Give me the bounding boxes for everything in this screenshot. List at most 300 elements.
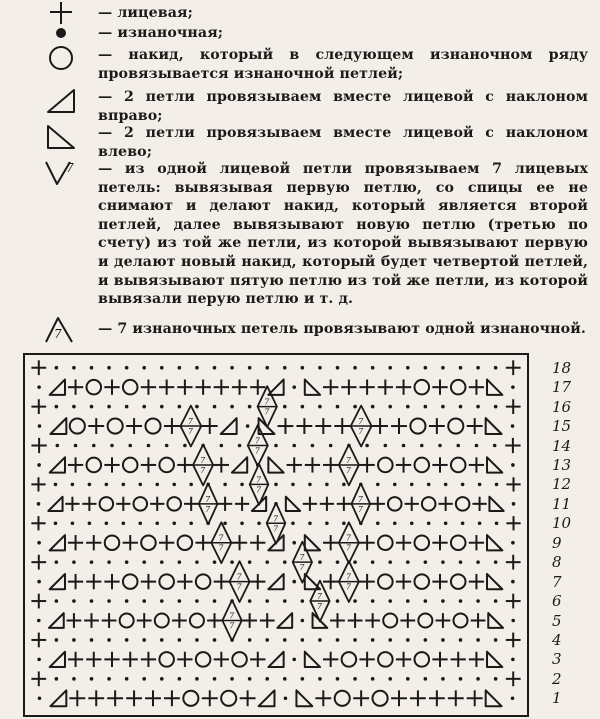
knit-stitch <box>250 652 265 667</box>
knit-stitch <box>164 418 180 434</box>
purl-stitch <box>511 463 515 467</box>
purl-stitch <box>160 677 164 681</box>
purl-stitch <box>371 560 375 564</box>
purl-stitch <box>365 444 369 448</box>
diamond-label-bottom: 7 <box>273 524 279 534</box>
knit-stitch <box>506 399 521 414</box>
knit-stitch <box>337 497 351 511</box>
purl-stitch <box>125 638 129 642</box>
yarn-over <box>451 574 466 589</box>
knit-stitch <box>250 574 265 589</box>
purl-stitch <box>38 696 42 700</box>
purl-stitch <box>301 677 305 681</box>
yarn-over <box>196 652 211 667</box>
knit-stitch <box>469 574 484 589</box>
k2tog-left-lean <box>487 457 502 472</box>
purl-stitch <box>444 483 448 487</box>
knit-stitch <box>126 690 142 706</box>
yarn-over <box>123 458 138 473</box>
purl-stitch <box>459 638 463 642</box>
yarn-over <box>342 652 357 667</box>
purl-stitch <box>388 405 392 409</box>
chart-row-6 <box>31 581 520 622</box>
purl-stitch <box>353 366 357 370</box>
knit-stitch <box>86 535 101 550</box>
increase-seven-diamond <box>339 445 359 486</box>
knit-stitch <box>31 594 46 609</box>
knit-stitch <box>396 652 411 667</box>
diamond-label-top: 7 <box>357 494 363 504</box>
purl-stitch <box>213 638 217 642</box>
knit-stitch <box>439 497 453 511</box>
knit-stitch <box>68 574 83 589</box>
knit-stitch <box>88 690 104 706</box>
purl-stitch <box>441 638 445 642</box>
purl-stitch <box>329 444 333 448</box>
purl-stitch <box>291 521 295 525</box>
purl-stitch <box>441 560 445 564</box>
purl-stitch <box>155 483 159 487</box>
k2tog-left-lean <box>487 380 502 395</box>
purl-stitch <box>410 521 414 525</box>
row-number: 16 <box>552 397 572 416</box>
diamond-label-top: 7 <box>358 417 364 427</box>
knit-stitch <box>31 555 46 570</box>
purl-stitch <box>476 405 480 409</box>
knit-stitch <box>232 380 247 395</box>
knit-stitch <box>378 380 393 395</box>
knit-stitch <box>202 690 218 706</box>
purl-stitch <box>476 560 480 564</box>
knit-stitch <box>214 380 229 395</box>
knit-stitch <box>432 457 447 472</box>
k2tog-left-lean <box>305 652 320 667</box>
purl-stitch <box>213 599 217 603</box>
purl-stitch <box>371 599 375 603</box>
knit-stitch <box>305 457 320 472</box>
purl-stitch <box>230 677 234 681</box>
knit-stitch <box>469 457 484 472</box>
knit-stitch <box>315 418 331 434</box>
knit-stitch <box>141 380 156 395</box>
diamond-label-bottom: 7 <box>345 582 351 592</box>
knit-stitch <box>303 497 317 511</box>
knit-stitch <box>396 457 411 472</box>
purl-stitch <box>138 483 142 487</box>
knit-stitch <box>323 535 338 550</box>
purl-stitch <box>459 677 463 681</box>
purl-stitch <box>325 483 329 487</box>
k2tog-right-lean <box>268 535 283 550</box>
yarn-over <box>415 458 430 473</box>
k2tog-right-lean <box>50 535 65 550</box>
row-number: 12 <box>552 475 572 494</box>
purl-stitch <box>459 599 463 603</box>
increase-seven-diamond <box>351 483 370 524</box>
purl-stitch <box>55 366 59 370</box>
yarn-over <box>190 613 204 627</box>
knit-stitch <box>207 613 222 628</box>
yarn-over <box>415 380 430 395</box>
knit-stitch <box>359 457 374 472</box>
yarn-over <box>232 652 247 667</box>
purl-stitch <box>284 696 288 700</box>
chart-row-10 <box>31 503 520 544</box>
purl-stitch <box>56 444 60 448</box>
yarn-over <box>178 535 193 550</box>
knit-stitch <box>436 613 451 628</box>
knit-stitch <box>116 497 130 511</box>
knit-stitch <box>505 438 520 453</box>
knit-stitch <box>506 594 521 609</box>
k2tog-right-lean <box>252 497 266 511</box>
knit-stitch <box>359 535 374 550</box>
purl-stitch <box>393 521 397 525</box>
knit-stitch <box>31 477 45 491</box>
purl-stitch <box>424 560 428 564</box>
purl-stitch <box>107 599 111 603</box>
purl-stitch <box>420 444 424 448</box>
diamond-label-bottom: 7 <box>358 427 364 437</box>
svg-text:7: 7 <box>54 327 62 341</box>
diamond-label-top: 7 <box>229 611 235 621</box>
purl-stitch <box>142 366 146 370</box>
purl-stitch <box>384 444 388 448</box>
circle-icon <box>44 44 78 74</box>
knit-stitch <box>68 535 83 550</box>
purl-stitch <box>107 677 111 681</box>
purl-stitch <box>476 677 480 681</box>
diamond-label-top: 7 <box>236 572 242 582</box>
purl-stitch <box>37 619 41 623</box>
purl-stitch <box>494 638 498 642</box>
knit-stitch <box>184 497 198 511</box>
chart-row-13 <box>37 445 514 486</box>
purl-stitch <box>301 619 305 623</box>
diamond-label-bottom: 7 <box>254 446 260 456</box>
purl-stitch <box>325 521 329 525</box>
increase-seven-diamond <box>199 483 218 524</box>
knit-stitch <box>214 574 229 589</box>
k2tog-left-lean <box>486 418 502 434</box>
diamond-label-top: 7 <box>345 455 351 465</box>
legend-text-knit: — лицевая; <box>98 5 193 21</box>
purl-stitch <box>291 483 295 487</box>
legend-text-decrease-seven: — 7 изнаночных петель провязывают одной изнаночной. <box>98 321 586 337</box>
knit-stitch <box>31 438 46 453</box>
knit-stitch <box>429 690 445 706</box>
knit-stitch <box>104 574 119 589</box>
purl-stitch <box>274 483 278 487</box>
purl-stitch <box>441 366 445 370</box>
chart-row-16 <box>31 386 520 427</box>
diamond-label-top: 7 <box>345 533 351 543</box>
purl-stitch <box>353 560 357 564</box>
purl-stitch <box>494 366 498 370</box>
purl-stitch <box>74 444 78 448</box>
purl-stitch <box>72 638 76 642</box>
purl-stitch <box>107 366 111 370</box>
yarn-over <box>87 458 102 473</box>
purl-stitch <box>292 658 296 662</box>
purl-stitch <box>283 677 287 681</box>
knit-stitch <box>365 613 380 628</box>
purl-stitch <box>342 521 346 525</box>
chart-row-15 <box>38 406 515 447</box>
legend-text-purl: — изнаночная; <box>98 25 224 41</box>
purl-stitch <box>38 424 42 428</box>
knit-stitch <box>82 497 96 511</box>
k2tog-left-lean <box>487 652 502 667</box>
knit-stitch <box>396 535 411 550</box>
knit-stitch <box>323 574 338 589</box>
purl-stitch <box>301 599 305 603</box>
legend-text-k2tog-left: — 2 петли провязываем вместе лицевой с наклоном влево; <box>98 125 588 160</box>
purl-stitch <box>318 366 322 370</box>
purl-stitch <box>495 521 499 525</box>
purl-stitch <box>308 521 312 525</box>
purl-stitch <box>248 366 252 370</box>
purl-stitch <box>55 677 59 681</box>
k2tog-left-lean <box>487 535 502 550</box>
knit-stitch <box>391 690 407 706</box>
legend-text-increase-seven: — из одной лицевой петли провязываем 7 лицевых петель: вывязывая первую петлю, со спицы ее не снимают и делают накид, который является второй петлей, далее вывязывают новую петлю (третью по счету) из той же петли, из которой вывязывают первую и делают новый накид, который будет четвертой петлей, и вывязывают пятую петлю из той же петли, из которой вывязали перую петлю и т. д. <box>98 161 588 308</box>
knit-stitch <box>341 380 356 395</box>
k2tog-left-lean <box>286 497 300 511</box>
purl-stitch <box>424 638 428 642</box>
purl-stitch <box>72 599 76 603</box>
yarn-over <box>451 535 466 550</box>
knit-stitch <box>195 535 210 550</box>
yarn-over <box>415 535 430 550</box>
knit-stitch <box>31 360 46 375</box>
k2tog-left-lean <box>487 574 502 589</box>
knit-stitch <box>177 380 192 395</box>
diamond-label-bottom: 7 <box>264 407 270 417</box>
k2tog-right-lean <box>259 690 275 706</box>
yarn-over <box>451 380 466 395</box>
knit-stitch <box>348 613 363 628</box>
k2tog-right-lean <box>268 652 283 667</box>
purl-stitch <box>283 638 287 642</box>
purl-stitch <box>206 521 210 525</box>
purl-stitch <box>406 405 410 409</box>
purl-stitch <box>248 599 252 603</box>
purl-stitch <box>265 366 269 370</box>
purl-stitch <box>406 366 410 370</box>
purl-stitch <box>172 483 176 487</box>
purl-stitch <box>301 366 305 370</box>
purl-stitch <box>511 580 515 584</box>
purl-stitch <box>178 560 182 564</box>
increase-seven-diamond <box>351 406 372 447</box>
purl-stitch <box>147 444 151 448</box>
knit-stitch <box>86 574 101 589</box>
purl-stitch <box>371 405 375 409</box>
knit-stitch <box>334 418 350 434</box>
purl-stitch <box>88 521 92 525</box>
yarn-over <box>100 497 114 511</box>
yarn-over <box>70 419 85 434</box>
purl-stitch <box>220 444 224 448</box>
diamond-label-top: 7 <box>254 436 260 446</box>
purl-stitch <box>427 521 431 525</box>
purl-stitch <box>441 599 445 603</box>
row-number: 15 <box>552 417 572 436</box>
yarn-over <box>373 691 388 706</box>
purl-stitch <box>353 677 357 681</box>
chart-row-4 <box>31 633 520 648</box>
v-seven-icon <box>44 158 78 188</box>
purl-stitch <box>110 444 114 448</box>
purl-stitch <box>371 677 375 681</box>
k2tog-right-lean <box>49 613 64 628</box>
purl-stitch <box>283 366 287 370</box>
knit-stitch <box>372 418 388 434</box>
row-number: 17 <box>552 378 572 397</box>
purl-stitch <box>189 483 193 487</box>
legend <box>0 0 600 350</box>
purl-stitch <box>125 677 129 681</box>
k2tog-left-lean <box>305 380 320 395</box>
purl-stitch <box>125 405 129 409</box>
yarn-over <box>167 497 181 511</box>
yarn-over <box>383 613 397 627</box>
yarn-over <box>183 691 198 706</box>
knit-stitch <box>232 535 247 550</box>
diamond-label-top: 7 <box>273 514 279 524</box>
purl-stitch <box>90 677 94 681</box>
yarn-over <box>120 613 134 627</box>
knit-stitch <box>429 418 445 434</box>
knit-stitch <box>65 497 79 511</box>
purl-stitch <box>178 366 182 370</box>
purl-stitch <box>459 405 463 409</box>
purl-stitch <box>105 483 109 487</box>
chart-grid <box>22 352 600 719</box>
row-number: 4 <box>552 630 562 649</box>
diamond-label-bottom: 7 <box>357 504 363 514</box>
knit-stitch <box>506 516 520 530</box>
knit-stitch <box>432 535 447 550</box>
purl-stitch <box>511 541 515 545</box>
purl-stitch <box>283 560 287 564</box>
purl-stitch <box>55 405 59 409</box>
purl-stitch <box>283 599 287 603</box>
purl-stitch <box>142 677 146 681</box>
knit-stitch <box>88 418 104 434</box>
purl-stitch <box>230 405 234 409</box>
purl-stitch <box>125 560 129 564</box>
purl-stitch <box>195 405 199 409</box>
yarn-over <box>410 419 425 434</box>
purl-stitch <box>107 638 111 642</box>
legend-text-yarn-over: — накид, который в следующем изнаночном ряду провязывается изнаночной петлей; <box>98 47 588 82</box>
purl-stitch <box>494 677 498 681</box>
row-number: 1 <box>552 689 562 708</box>
purl-stitch <box>72 405 76 409</box>
knit-stitch <box>469 535 484 550</box>
knit-stitch <box>104 380 119 395</box>
purl-stitch <box>183 444 187 448</box>
purl-stitch <box>274 444 278 448</box>
purl-stitch <box>230 366 234 370</box>
yarn-over <box>378 458 393 473</box>
knit-stitch <box>432 652 447 667</box>
diamond-label-bottom: 7 <box>218 543 224 553</box>
purl-stitch <box>478 521 482 525</box>
row-number: 9 <box>552 533 562 552</box>
knit-stitch <box>141 574 156 589</box>
diamond-label-bottom: 7 <box>345 465 351 475</box>
purl-stitch <box>257 521 261 525</box>
yarn-over <box>415 652 430 667</box>
yarn-over <box>422 497 436 511</box>
purl-stitch <box>37 580 41 584</box>
knit-stitch <box>69 690 85 706</box>
knit-stitch <box>323 380 338 395</box>
k2tog-right-lean <box>50 380 65 395</box>
purl-stitch <box>511 619 515 623</box>
diamond-label-bottom: 7 <box>229 621 235 631</box>
purl-stitch <box>459 366 463 370</box>
knit-stitch <box>469 380 484 395</box>
purl-stitch <box>371 638 375 642</box>
knit-stitch <box>359 574 374 589</box>
knit-stitch <box>250 380 265 395</box>
purl-stitch <box>248 638 252 642</box>
k2tog-left-lean <box>268 457 283 472</box>
purl-stitch <box>311 444 315 448</box>
diamond-label-bottom: 7 <box>236 582 242 592</box>
knit-stitch <box>150 497 164 511</box>
increase-seven-diamond <box>222 600 241 641</box>
increase-seven-diamond <box>339 522 359 563</box>
purl-stitch <box>122 521 126 525</box>
knit-stitch <box>467 690 483 706</box>
purl-stitch <box>160 560 164 564</box>
purl-stitch <box>37 463 41 467</box>
knit-stitch <box>405 497 419 511</box>
diamond-label-bottom: 7 <box>256 485 262 495</box>
purl-stitch <box>371 366 375 370</box>
purl-stitch <box>318 677 322 681</box>
purl-stitch <box>195 366 199 370</box>
knit-stitch <box>506 671 521 686</box>
knit-stitch <box>177 457 192 472</box>
purl-stitch <box>511 696 515 700</box>
purl-stitch <box>142 405 146 409</box>
diamond-label-top: 7 <box>200 455 206 465</box>
purl-stitch <box>388 366 392 370</box>
chart-row-5 <box>37 600 515 641</box>
purl-stitch <box>240 483 244 487</box>
purl-stitch <box>92 444 96 448</box>
purl-stitch <box>213 560 217 564</box>
purl-stitch <box>178 677 182 681</box>
purl-stitch <box>238 444 242 448</box>
row-number: 18 <box>552 358 572 377</box>
knit-stitch <box>448 690 464 706</box>
yarn-over <box>123 380 138 395</box>
knit-stitch <box>159 380 174 395</box>
knit-stitch <box>141 457 156 472</box>
yarn-over <box>159 574 174 589</box>
triangle-right-lean-icon <box>44 86 78 116</box>
purl-stitch <box>301 638 305 642</box>
purl-stitch <box>478 483 482 487</box>
purl-stitch <box>388 677 392 681</box>
